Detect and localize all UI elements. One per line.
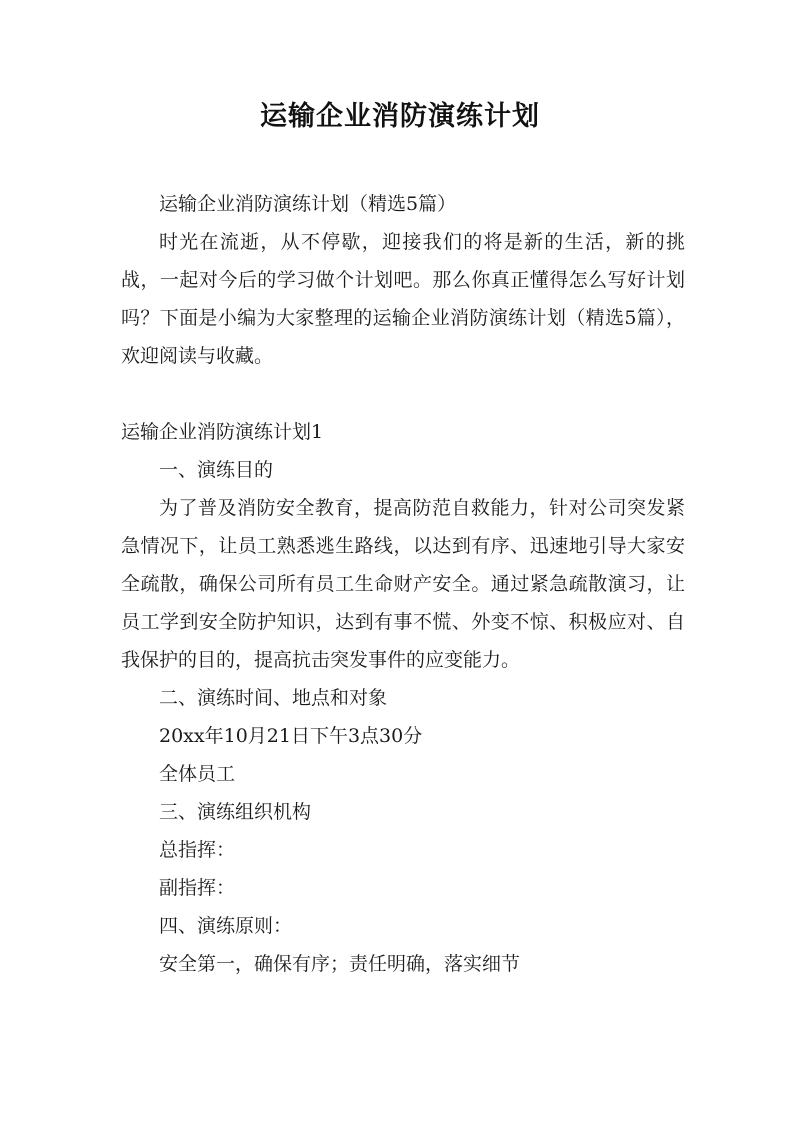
purpose-paragraph: 为了普及消防安全教育，提高防范自救能力，针对公司突发紧急情况下，让员工熟悉逃生路线，以达到有序、迅速地引导大家安全疏散，确保公司所有员工生命财产安全。通过紧急疏散演习，让员工学到安全防护知识，达到有事不慌、外变不惊、积极应对、自我保护的目的，提高抗击突发事件的应变能力。 [121,497,685,671]
heading-purpose: 一、演练目的 [159,459,274,481]
principles-text: 安全第一，确保有序；责任明确，落实细节 [159,953,521,975]
heading-principles: 四、演练原则： [159,915,293,937]
heading-organization: 三、演练组织机构 [159,801,312,823]
deputy-commander-line: 副指挥： [159,877,236,899]
drill-participants: 全体员工 [159,763,236,785]
document-body [121,185,685,983]
paragraph-gap [121,375,685,413]
document-title: 运输企业消防演练计划 [260,101,540,132]
heading-time-place: 二、演练时间、地点和对象 [159,687,388,709]
commander-line: 总指挥： [159,839,236,861]
intro-paragraph: 时光在流逝，从不停歇，迎接我们的将是新的生活，新的挑战，一起对今后的学习做个计划吧。那么你真正懂得怎么写好计划吗？下面是小编为大家整理的运输企业消防演练计划（精选5篇），欢迎阅读与收藏。 [121,231,685,367]
section-heading: 运输企业消防演练计划1 [121,421,324,443]
drill-time: 20xx年10月21日下午3点30分 [159,725,423,747]
document-subtitle: 运输企业消防演练计划（精选5篇） [159,193,457,215]
